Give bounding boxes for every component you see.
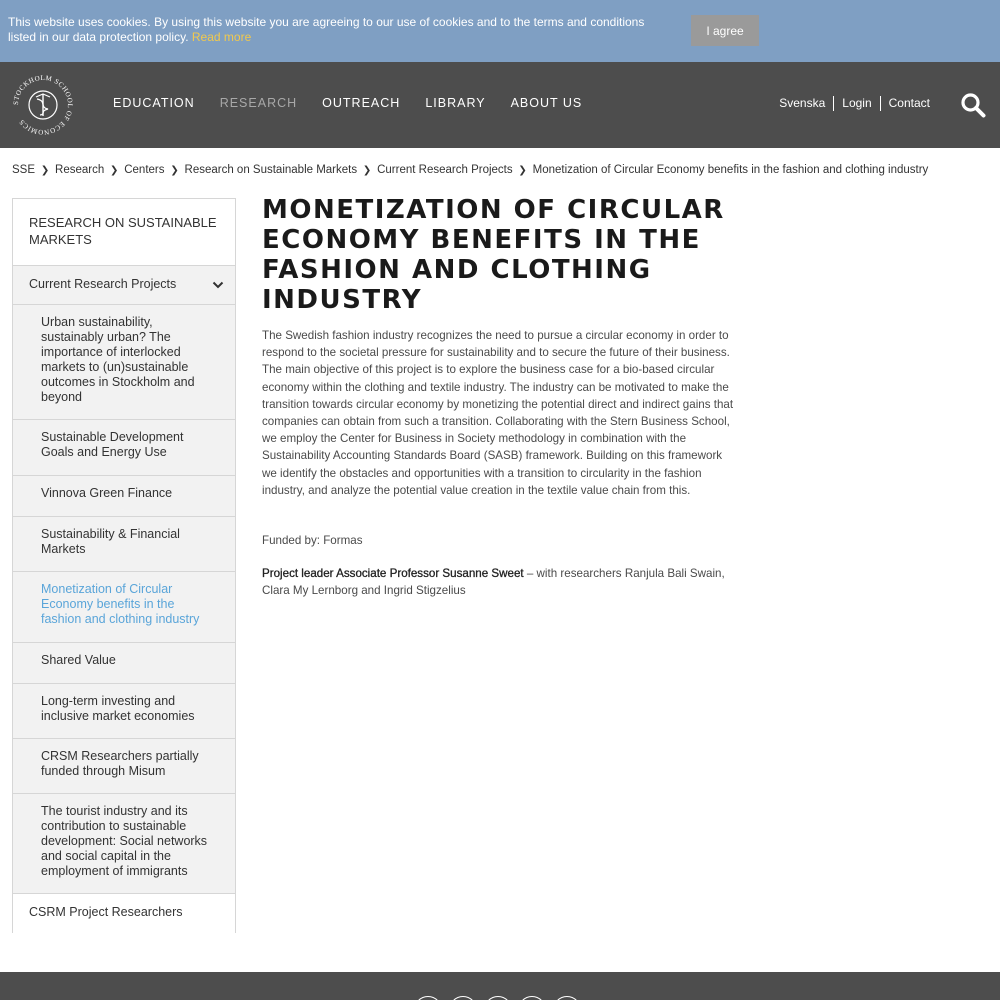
- cookie-read-more-link[interactable]: Read more: [191, 30, 252, 44]
- funded-by: Funded by: Formas: [262, 534, 363, 547]
- main-nav: [113, 96, 582, 110]
- chevron-right-icon: ❯: [362, 164, 372, 176]
- sse-logo[interactable]: [12, 74, 74, 136]
- sidebar-item-crsm-researchers-misum[interactable]: CRSM Researchers partially funded through Misum: [13, 739, 235, 794]
- social-icon[interactable]: [553, 996, 581, 1000]
- nav-about-us[interactable]: ABOUT US: [510, 96, 583, 110]
- chevron-down-icon[interactable]: [211, 278, 225, 292]
- sidebar-item-label: Current Research Projects: [29, 277, 177, 291]
- sidebar-item-shared-value[interactable]: Shared Value: [13, 643, 235, 684]
- breadcrumb-sse[interactable]: SSE: [12, 164, 36, 176]
- logo-text: STOCKHOLM SCHOOL OF ECONOMICS: [12, 74, 74, 136]
- sidebar-item-long-term-investing[interactable]: Long-term investing and inclusive market economies: [13, 684, 235, 739]
- nav-research[interactable]: RESEARCH: [219, 96, 298, 110]
- sidebar-title[interactable]: RESEARCH ON SUSTAINABLE MARKETS: [13, 199, 235, 266]
- cookie-message: [8, 15, 648, 45]
- nav-education[interactable]: EDUCATION: [113, 96, 195, 110]
- sidebar-item-urban-sustainability[interactable]: Urban sustainability, sustainably urban? The importance of interlocked markets to (un)sustainable outcomes in Stockholm and beyond: [13, 305, 235, 420]
- sidebar-item-csrm-project-researchers[interactable]: CSRM Project Researchers: [13, 894, 235, 934]
- sidebar-item-vinnova-green-finance[interactable]: Vinnova Green Finance: [13, 476, 235, 517]
- chevron-right-icon: ❯: [518, 164, 527, 176]
- sidebar-item-sdg-energy[interactable]: Sustainable Development Goals and Energy Use: [13, 420, 235, 476]
- chevron-right-icon: ❯: [110, 164, 119, 176]
- cookie-agree-button[interactable]: I agree: [691, 15, 759, 46]
- project-team: [262, 565, 742, 599]
- sidebar-item-sustainability-financial-markets[interactable]: Sustainability & Financial Markets: [13, 517, 235, 572]
- chevron-right-icon: ❯: [40, 164, 50, 176]
- nav-library[interactable]: LIBRARY: [425, 96, 486, 110]
- site-header: [0, 62, 1000, 148]
- page-title: MONETIZATION OF CIRCULAR ECONOMY BENEFITS IN THE FASHION AND CLOTHING INDUSTRY: [262, 195, 725, 315]
- project-researchers: – with researchers Ranjula Bali Swain, Clara My Lernborg and Ingrid Stigzelius: [262, 567, 725, 598]
- nav-outreach[interactable]: OUTREACH: [322, 96, 401, 110]
- social-icon[interactable]: [518, 996, 546, 1000]
- contact-link[interactable]: Contact: [880, 96, 938, 111]
- breadcrumb-research[interactable]: Research: [55, 164, 105, 176]
- sidebar-item-current-research-projects[interactable]: [13, 266, 235, 305]
- utility-nav: [771, 96, 938, 111]
- cookie-text: This website uses cookies. By using this website you are agreeing to our use of cookies and to the terms and conditions listed in our data protection policy.: [8, 15, 645, 44]
- site-footer: [0, 972, 1000, 1000]
- breadcrumb-centers[interactable]: Centers: [124, 164, 165, 176]
- project-leader: Project leader Associate Professor Susanne Sweet: [262, 567, 524, 580]
- social-icon[interactable]: [484, 996, 512, 1000]
- breadcrumb-current-page: Monetization of Circular Economy benefits in the fashion and clothing industry: [532, 164, 929, 176]
- sidebar-nav: [12, 198, 236, 933]
- login-link[interactable]: Login: [833, 96, 879, 111]
- social-icon[interactable]: [414, 996, 442, 1000]
- chevron-right-icon: ❯: [170, 164, 179, 176]
- cookie-banner: [0, 0, 1000, 62]
- breadcrumb-current-research-projects[interactable]: Current Research Projects: [377, 164, 513, 176]
- language-link[interactable]: Svenska: [779, 96, 826, 110]
- sidebar-item-tourist-industry[interactable]: The tourist industry and its contribution to sustainable development: Social networks and social capital in the employment of immigrants: [13, 794, 235, 894]
- breadcrumb-research-on-sustainable-markets[interactable]: Research on Sustainable Markets: [184, 164, 358, 176]
- project-description: The Swedish fashion industry recognizes the need to pursue a circular economy in order to respond to the societal pressure for sustainability and to secure the future of their business. The main objective of this project is to explore the business case for a bio-based circular economy within the clothing and textile industry. The industry can be motivated to make the transition towards circular economy by monetizing the potential direct and indirect gains that companies can obtain from such a transition. Collaborating with the Stern Business School, we employ the Center for Business in Society methodology in combination with the Sustainability Accounting Standards Board (SASB) framework. Building on this framework we identify the obstacles and opportunities with a transition to circularity in the fashion industry, and analyze the potential value creation in the textile value chain from this.: [262, 329, 734, 497]
- social-icon[interactable]: [449, 996, 477, 1000]
- search-icon[interactable]: [960, 92, 986, 118]
- sidebar-item-monetization-circular-economy[interactable]: Monetization of Circular Economy benefits in the fashion and clothing industry: [13, 572, 235, 643]
- breadcrumb: [12, 164, 928, 176]
